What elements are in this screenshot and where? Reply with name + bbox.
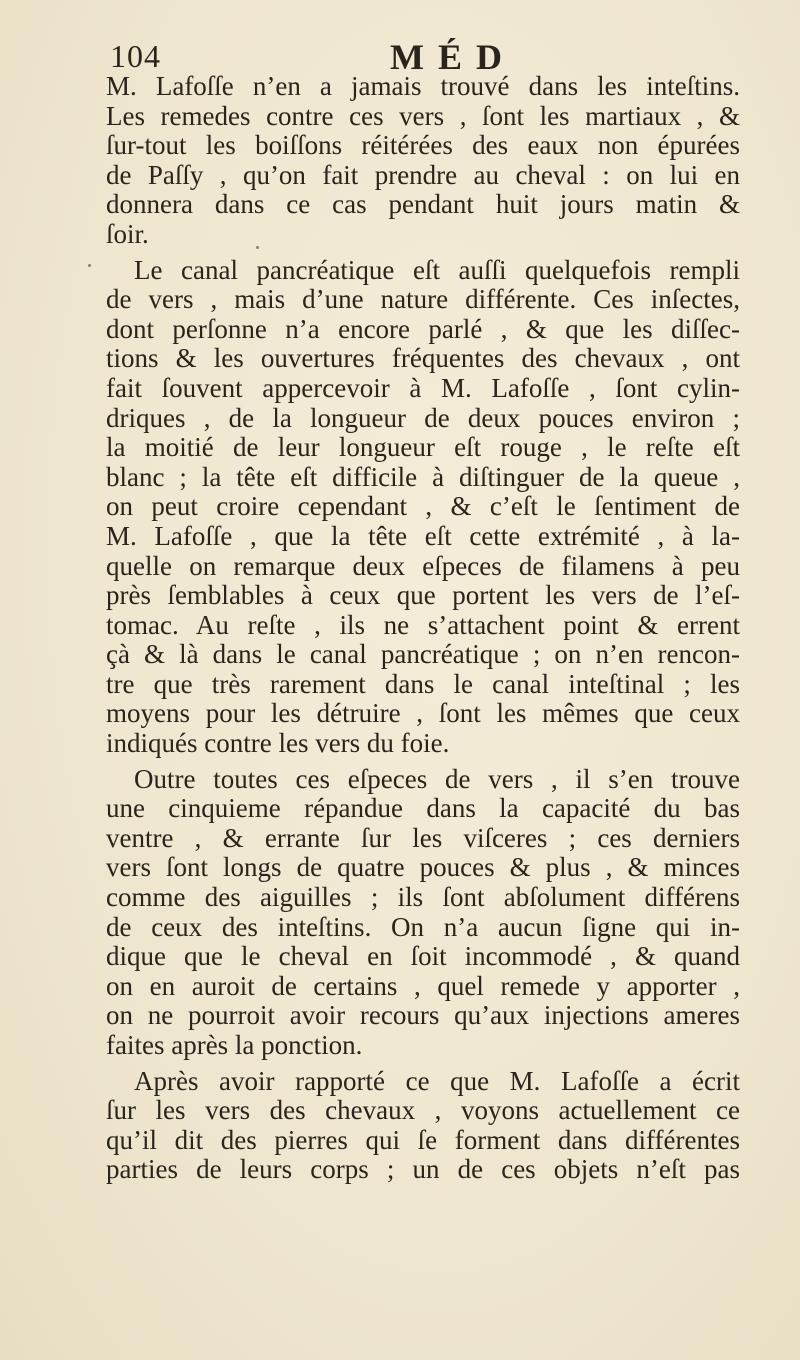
- text-line: fait ſouvent appercevoir à M. Lafoſſe , ſont cylin-: [106, 372, 740, 403]
- text-line: quelle on remarque deux eſpeces de filamens à peu: [106, 550, 740, 581]
- text-line: on en auroit de certains , quel remede y apporter ,: [106, 970, 740, 1001]
- text-line: vers ſont longs de quatre pouces & plus , & minces: [106, 852, 740, 883]
- text-line: tre que très rarement dans le canal inteſtinal ; les: [106, 668, 740, 699]
- text-line: indiqués contre les vers du foie.: [106, 728, 450, 759]
- page-number: 104: [110, 38, 161, 74]
- page-header: [108, 36, 728, 76]
- text-line: driques , de la longueur de deux pouces environ ;: [106, 402, 740, 433]
- text-line: on peut croire cependant , & c’eſt le ſentiment de: [106, 491, 740, 522]
- text-line: de ceux des inteſtins. On n’a aucun ſigne qui in-: [106, 911, 740, 942]
- text-line: ſur les vers des chevaux , voyons actuellement ce: [106, 1095, 740, 1126]
- paragraph: [106, 765, 740, 1061]
- text-line: ſur-tout les boiſſons réitérées des eaux non épurées: [106, 130, 740, 161]
- text-line: dont perſonne n’a encore parlé , & que les diſſec-: [106, 313, 740, 344]
- text-line: moyens pour les détruire , ſont les mêmes que ceux: [106, 698, 740, 729]
- text-line: ſoir.: [106, 218, 149, 249]
- text-line: qu’il dit des pierres qui ſe forment dans différentes: [106, 1124, 740, 1155]
- paper-speck: [256, 246, 259, 249]
- text-line: Après avoir rapporté ce que M. Lafoſſe a écrit: [134, 1065, 740, 1096]
- text-line: çà & là dans le canal pancréatique ; on n’en rencon-: [106, 639, 740, 670]
- text-line: comme des aiguilles ; ils ſont abſolument différens: [106, 882, 740, 913]
- running-head: MÉD: [390, 37, 516, 77]
- text-line: faites après la ponction.: [106, 1030, 363, 1060]
- body-text: [106, 72, 740, 1185]
- text-line: Le canal pancréatique eſt auſſi quelquefois rempli: [134, 254, 740, 285]
- text-line: Outre toutes ces eſpeces de vers , il s’en trouve: [134, 763, 740, 794]
- text-line: M. Lafoſſe , que la tête eſt cette extrémité , à la-: [106, 520, 740, 551]
- text-line: donnera dans ce cas pendant huit jours matin &: [106, 189, 740, 220]
- text-line: blanc ; la tête eſt difficile à diſtinguer de la queue ,: [106, 461, 740, 492]
- text-line: M. Lafoſſe n’en a jamais trouvé dans les inteſtins.: [106, 71, 740, 101]
- text-line: près ſemblables à ceux que portent les vers de l’eſ-: [106, 580, 740, 611]
- text-line: une cinquieme répandue dans la capacité du bas: [106, 793, 740, 824]
- text-line: Les remedes contre ces vers , ſont les martiaux , &: [106, 100, 740, 131]
- paragraph: [106, 1067, 740, 1185]
- text-line: ventre , & errante ſur les viſceres ; ces derniers: [106, 822, 740, 853]
- paragraph: [106, 256, 740, 759]
- paper-speck: [88, 264, 91, 267]
- text-line: dique que le cheval en ſoit incommodé , & quand: [106, 941, 740, 972]
- text-line: parties de leurs corps ; un de ces objets n’eſt pas: [106, 1154, 740, 1185]
- text-line: de vers , mais d’une nature différente. Ces inſectes,: [106, 284, 740, 315]
- text-line: tions & les ouvertures fréquentes des chevaux , ont: [106, 343, 740, 374]
- text-line: de Paſſy , qu’on fait prendre au cheval : on lui en: [106, 159, 740, 190]
- text-line: tomac. Au reſte , ils ne s’attachent point & errent: [106, 609, 740, 640]
- text-line: la moitié de leur longueur eſt rouge , le reſte eſt: [106, 432, 740, 463]
- paragraph: [106, 72, 740, 250]
- text-line: on ne pourroit avoir recours qu’aux injections ameres: [106, 1000, 740, 1031]
